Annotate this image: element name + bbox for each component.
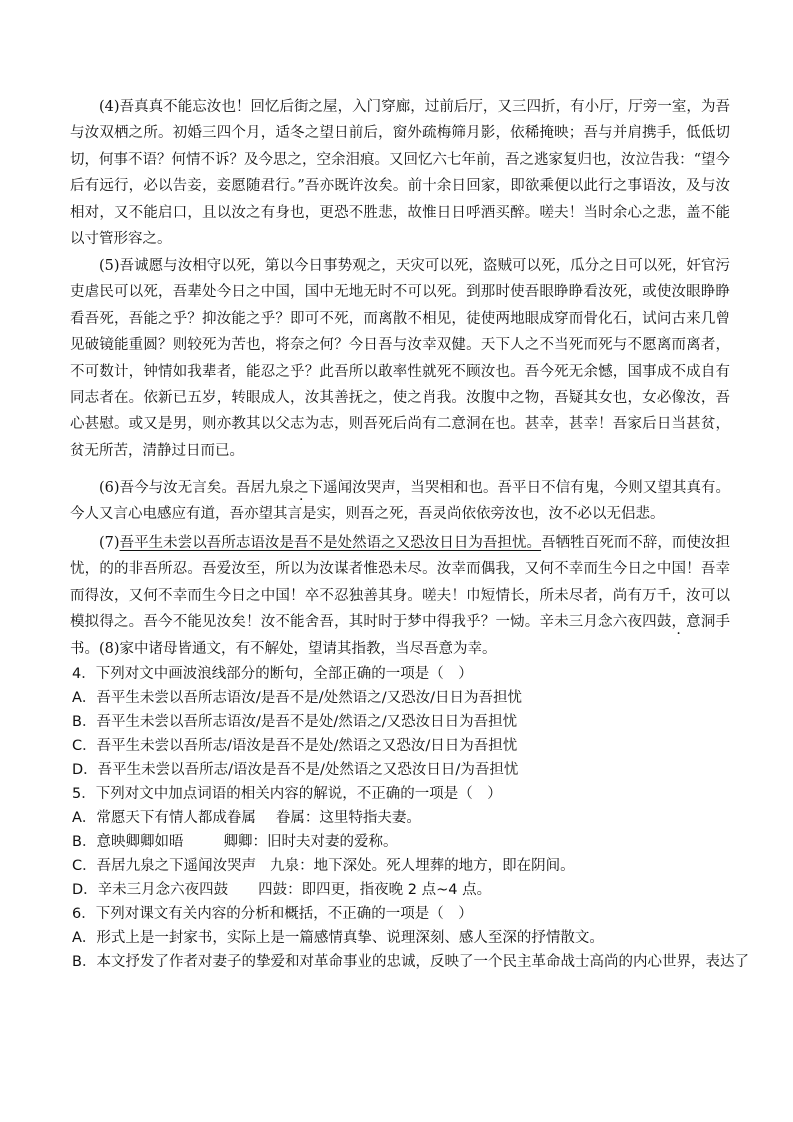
question-6-stem: 6．下列对课文有关内容的分析和概括，不正确的一项是（ ） — [72, 906, 473, 922]
question-4-option-a: A．吾平生未尝以吾所志语汝/是吾不是/处然语之/又恐汝/日日为吾担忧 — [72, 690, 522, 706]
passage-paragraph-6: (6)吾今与汝无言矣。吾居九泉之下遥闻汝哭声，当哭相和也。吾平日不信有鬼，今则又望其真有。今人又言心电感应有道，吾亦望其言是实，则吾之死，吾灵尚依依旁汝也，汝不必以无侣悲。 — [70, 480, 731, 523]
underlined-sentence: 吾平生未尝以吾所志语汝是吾不是处然语之又恐汝日日为吾担忧。 — [119, 535, 542, 551]
question-4-option-b: B．吾平生未尝以吾所志语汝/是吾不是处/然语之/又恐汝日日为吾担忧 — [72, 714, 518, 730]
question-5-option-c: C．吾居九泉之下遥闻汝哭声 九泉：地下深处。死人埋葬的地方，即在阴间。 — [72, 858, 575, 874]
passage-paragraph-8: (8)家中诸母皆通文，有不解处，望请其指教，当尽吾意为幸。 — [99, 641, 497, 657]
question-5-option-d: D．辛未三月念六夜四鼓 四鼓：即四更，指夜晚 2 点~4 点。 — [72, 882, 492, 898]
question-5-option-a: A．常愿天下有情人都成眷属 眷属：这里特指夫妻。 — [72, 810, 421, 826]
question-4-option-c: C．吾平生未尝以吾所志/语汝是吾不是处/然语之又恐汝/日日为吾担忧 — [72, 738, 518, 754]
passage-paragraph-5: (5)吾诚愿与汝相守以死，第以今日事势观之，天灾可以死，盗贼可以死，瓜分之日可以死，奸官污吏虐民可以死，吾辈处今日之中国，国中无地无时不可以死。到那时使吾眼睁睁看汝死，或使汝眼睁睁看吾死，吾能之乎？抑汝能之乎？即可不死，而离散不相见，徒使两地眼成穿而骨化石，试问古来几曾见破镜能重圆？则较死为苦也，将奈之何？今日吾与汝幸双健。天下人之不当死而死与不愿离而离者，不可数计，钟情如我辈者，能忍之乎？此吾所以敢率性就死不顾汝也。吾今死无余憾，国事成不成自有同志者在。依新已五岁，转眼成人，汝其善抚之，使之肖我。汝腹中之物，吾疑其女也，女必像汝，吾心甚慰。或又是男，则亦教其以父志为志，则吾死后尚有二意洞在也。甚幸，甚幸！吾家后日当甚贫，贫无所苦，清静过日而已。 — [70, 258, 730, 459]
passage-paragraph-7: (7)吾平生未尝以吾所志语汝是吾不是处然语之又恐汝日日为吾担忧。吾牺牲百死而不辞，而使汝担忧，的的非吾所忍。吾爱汝至，所以为汝谋者惟恐未尽。汝幸而偶我，又何不幸而生今日之中国！吾幸而得汝，又何不幸而生今日之中国！卒不忍独善其身。嗟夫！巾短情长，所未尽者，尚有万千，汝可以模拟得之。吾今不能见汝矣！汝不能舍吾，其时时于梦中得我乎？一恸。辛未三月念六夜四鼓，意洞手书。 — [70, 535, 731, 657]
question-6-option-a: A．形式上是一封家书，实际上是一篇感情真挚、说理深刻、感人至深的抒情散文。 — [72, 930, 604, 946]
dotted-word-gu: 鼓 — [656, 614, 672, 631]
question-4-option-d: D．吾平生未尝以吾所志/语汝是吾不是/处然语之又恐汝日日/为吾担忧 — [72, 762, 519, 778]
question-4-stem: 4．下列对文中画波浪线部分的断句，全部正确的一项是（ ） — [72, 666, 473, 682]
dotted-word-quan: 泉 — [279, 480, 295, 496]
question-5-stem: 5．下列对文中加点词语的相关内容的解说，不正确的一项是（ ） — [72, 786, 502, 802]
passage-paragraph-4: (4)吾真真不能忘汝也！回忆后街之屋，入门穿廊，过前后厅，又三四折，有小厅，厅旁一室，为吾与汝双栖之所。初婚三四个月，适冬之望日前后，窗外疏梅筛月影，依稀掩映；吾与并肩携手，低低切切，何事不语？何情不诉？及今思之，空余泪痕。又回忆六七年前，吾之逃家复归也，汝泣告我：“望今后有远行，必以告妾，妾愿随君行。”吾亦既许汝矣。前十余日回家，即欲乘便以此行之事语汝，及与汝相对，又不能启口，且以汝之有身也，更恐不胜悲，故惟日日呼酒买醉。嗟夫！当时余心之悲，盖不能以寸管形容之。 — [70, 99, 730, 248]
question-5-option-b: B．意映卿卿如晤 卿卿：旧时夫对妻的爱称。 — [72, 834, 398, 850]
question-6-option-b: B．本文抒发了作者对妻子的挚爱和对革命事业的忠诚，反映了一个民主革命战士高尚的内心世界，表达了 — [72, 954, 749, 970]
